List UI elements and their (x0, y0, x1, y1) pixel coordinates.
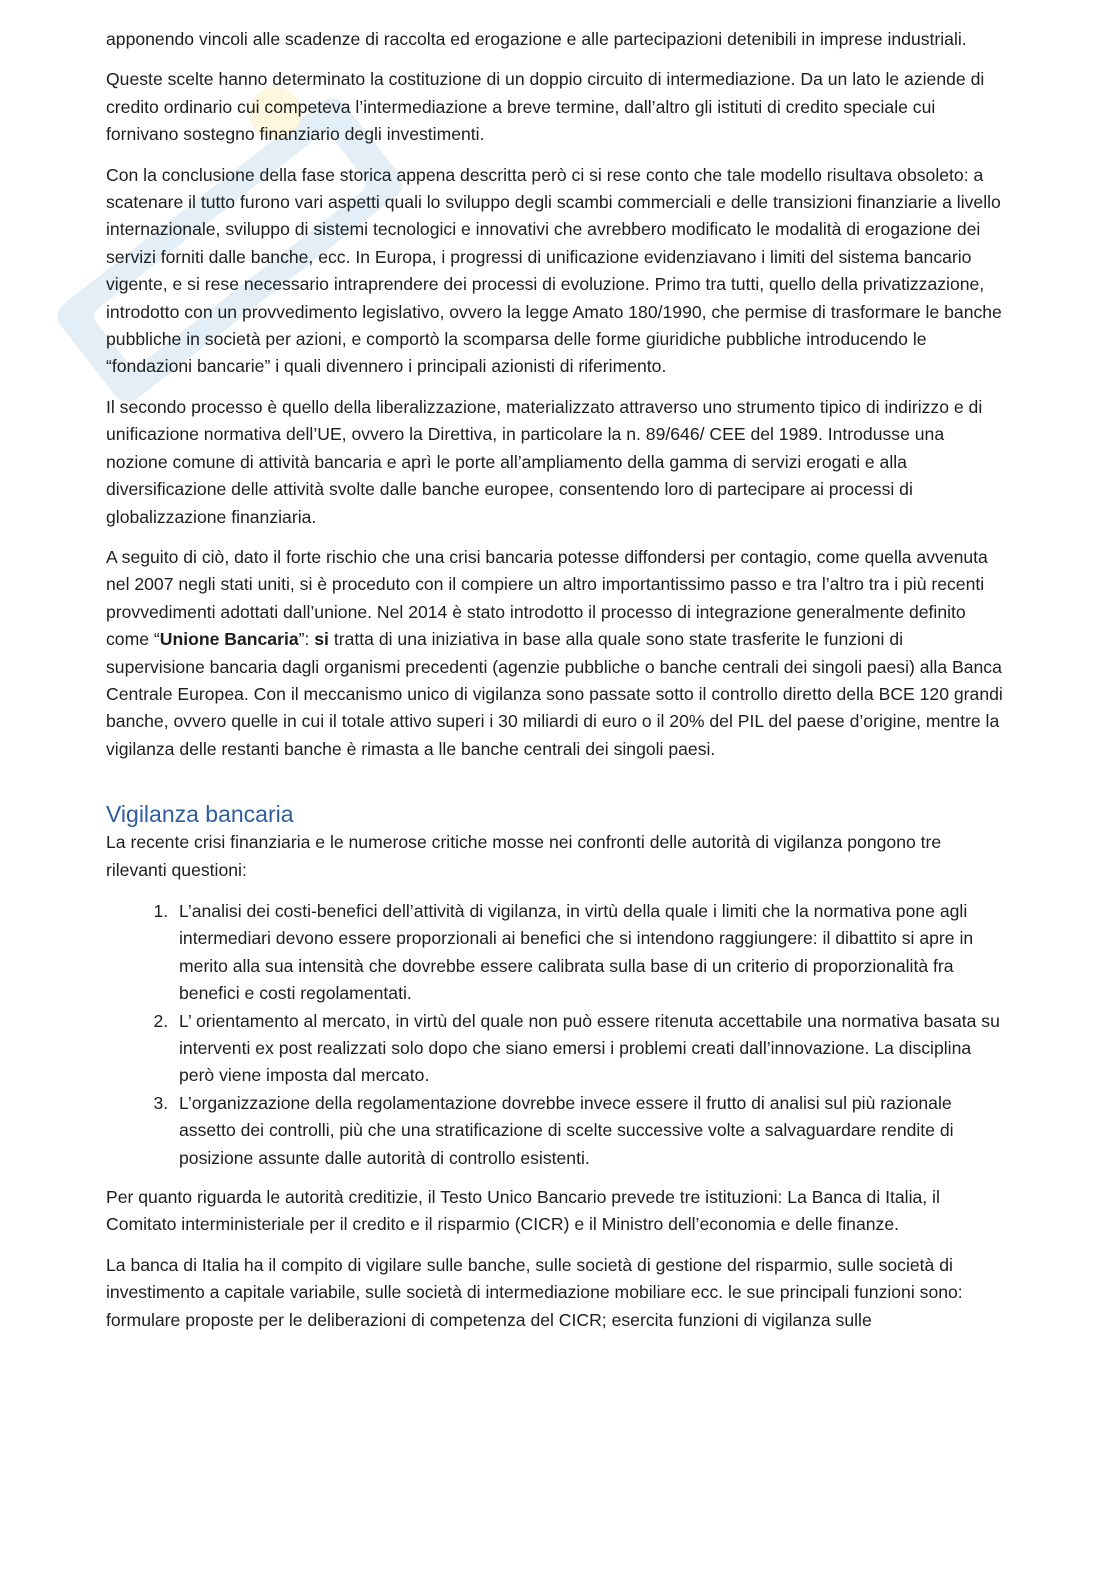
paragraph-2: Queste scelte hanno determinato la costituzione di un doppio circuito di intermediazione. Da un lato le aziende di credito ordinario cui competeva l’intermediazione a breve termine, dall’altro gli istituti di credito speciale cui fornivano sostegno finanziario degli investimenti. (106, 69, 985, 145)
paragraph-4: Il secondo processo è quello della liberalizzazione, materializzato attraverso uno strumento tipico di indirizzo e di unificazione normativa dell’UE, ovvero la Direttiva, in particolare la n. 89/646/ CEE del 1989. Introdusse una nozione comune di attività bancaria e aprì le porte all’ampliamento della gamma di servizi erogati e alla diversificazione delle attività svolte dalle banche europee, consentendo loro di partecipare ai processi di globalizzazione finanziaria. (106, 396, 983, 527)
list-item: 2. L’ orientamento al mercato, in virtù del quale non può essere ritenuta accettabile una normativa basata su interventi ex post realizzati solo dopo che siano emersi i problemi creati dall’innovazione. La disciplina però viene imposta dal mercato. (173, 1008, 1006, 1090)
text-run: ”: (298, 629, 315, 650)
paragraph-banca-italia: La banca di Italia ha il compito di vigilare sulle banche, sulle società di gestione del risparmio, sulle società di investimento a capitale variabile, sulle società di intermediazione mobiliare ecc. le sue principali funzioni sono: formulare proposte per le deliberazioni di competenza del CICR; esercita funzioni di vigilanza sulle (106, 1254, 963, 1330)
document-page (106, 26, 1006, 1347)
paragraph-3: Con la conclusione della fase storica appena descritta però ci si rese conto che tale modello risultava obsoleto: a scatenare il tutto furono vari aspetti quali lo sviluppo degli scambi commerciali e delle transizioni finanziarie a livello internazionale, sviluppo di sistemi tecnologici e innovativi che avrebbero modificato le modalità di erogazione dei servizi forniti dalle banche, ecc. In Europa, i progressi di unificazione evidenziavano i limiti del sistema bancario vigente, e si rese necessario intraprendere dei processi di evoluzione. Primo tra tutti, quello della privatizzazione, introdotto con un provvedimento legislativo, ovvero la legge Amato 180/1990, che permise di trasformare le banche pubbliche in società per azioni, e comportò la scomparsa delle forme giuridiche pubbliche introducendo le “fondazioni bancarie” i quali divennero i principali azionisti di riferimento. (106, 164, 1002, 377)
paragraph-1: apponendo vincoli alle scadenze di raccolta ed erogazione e alle partecipazioni detenibili in imprese industriali. (106, 29, 967, 49)
paragraph-unione-bancaria (106, 544, 1006, 763)
bold-term-unione-bancaria: Unione Bancaria (159, 629, 299, 650)
section-heading-vigilanza-bancaria: Vigilanza bancaria (106, 801, 294, 828)
section-intro: La recente crisi finanziaria e le numerose critiche mosse nei confronti delle autorità di vigilanza pongono tre rilevanti questioni: (106, 832, 942, 880)
paragraph-autorita-creditizie: Per quanto riguarda le autorità creditizie, il Testo Unico Bancario prevede tre istituzioni: La Banca di Italia, il Comitato interministeriale per il credito e il risparmio (CICR) e il Ministro dell’economia e delle finanze. (106, 1187, 940, 1235)
list-item: 3. L’organizzazione della regolamentazione dovrebbe invece essere il frutto di analisi sul più razionale assetto dei controlli, più che una stratificazione di scelte successive volte a salvaguardare rendite di posizione assunte dalle autorità di controllo esistenti. (173, 1090, 1006, 1172)
text-run: tratta di una iniziativa in base alla quale sono state trasferite le funzioni di supervisione bancaria dagli organismi precedenti (agenzie pubbliche o banche centrali dei singoli paesi) alla Banca Centrale Europea. Con il meccanismo unico di vigilanza sono passate sotto il controllo diretto della BCE 120 grandi banche, ovvero quelle in cui il totale attivo superi i 30 miliardi di euro o il 20% del PIL del paese d’origine, mentre la vigilanza delle restanti banche è rimasta a lle banche centrali dei singoli paesi. (106, 629, 1003, 759)
numbered-list (106, 898, 1006, 1172)
text-run: A seguito di ciò, dato il forte rischio che una crisi bancaria potesse diffondersi per contagio, come quella avvenuta nel 2007 negli stati uniti, si è proceduto con il compiere un altro importantissimo passo e tra l’altro tra i più recenti provvedimenti adottati dall’unione. Nel 2014 è stato introdotto il processo di integrazione generalmente definito come “ (106, 546, 988, 650)
bold-term-si: si (314, 629, 329, 650)
list-item: 1. L’analisi dei costi-benefici dell’attività di vigilanza, in virtù della quale i limiti che la normativa pone agli intermediari devono essere proporzionali ai benefici che si intendono raggiungere: il dibattito si apre in merito alla sua intensità che dovrebbe essere calibrata sulla base di un criterio di proporzionalità fra benefici e costi regolamentati. (173, 898, 1006, 1008)
